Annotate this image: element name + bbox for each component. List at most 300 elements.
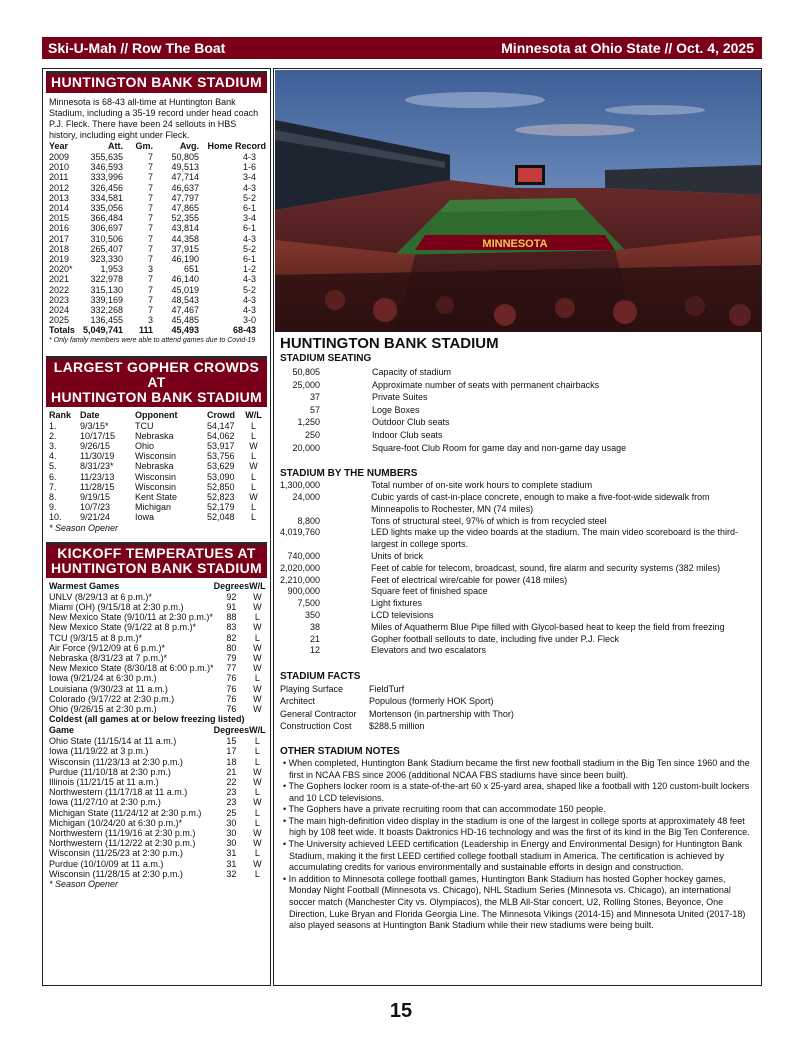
table-cell: W — [253, 776, 262, 787]
table-cell: W — [253, 663, 262, 674]
table-cell: 335,056 — [90, 203, 123, 214]
table-cell: Ohio — [135, 441, 155, 452]
table-cell: W — [253, 622, 262, 633]
table-cell: 52,823 — [207, 492, 235, 503]
table-cell: 3-4 — [242, 213, 256, 224]
value-description: Approximate number of seats with permanent chairbacks — [372, 379, 600, 390]
table-cell: Purdue (10/10/09 at 11 a.m.) — [49, 858, 164, 869]
value-number: 900,000 — [287, 586, 320, 597]
table-row — [49, 254, 266, 264]
table-row — [49, 451, 265, 461]
table-cell: 47,467 — [171, 305, 199, 316]
table-row — [49, 502, 265, 512]
value-description: Units of brick — [371, 550, 424, 561]
table-cell: 52,355 — [171, 213, 199, 224]
col-header: Warmest Games — [49, 580, 120, 591]
table-cell: 7 — [147, 305, 153, 316]
col-header: Crowd — [207, 409, 235, 420]
value-description: Loge Boxes — [372, 404, 420, 415]
table-cell: 4-3 — [242, 305, 256, 316]
number-item — [280, 527, 756, 551]
table-cell: 22 — [226, 776, 237, 787]
table-cell: 2023 — [49, 294, 70, 305]
table-cell: 2016 — [49, 223, 70, 234]
table-cell: Michigan — [135, 502, 172, 513]
value-number: 25,000 — [292, 379, 320, 390]
table-cell: 47,865 — [171, 203, 199, 214]
table-cell: 5,049,741 — [82, 325, 123, 336]
table-cell: W — [249, 492, 258, 503]
table-cell: 2019 — [49, 254, 70, 265]
number-item — [280, 622, 756, 634]
value-description: LED lights make up the video boards at the stadium. The main video scoreboard is the third-largest in college sports. — [371, 527, 739, 550]
col-header: W/L — [245, 409, 262, 420]
bullet-icon: • — [283, 839, 289, 850]
fact-value: Populous (formerly HOK Sport) — [369, 696, 494, 707]
table-cell: 88 — [226, 612, 237, 623]
table-row — [49, 203, 266, 213]
table-cell: L — [250, 512, 256, 523]
value-number: 38 — [309, 621, 320, 632]
col-header: Degrees — [213, 725, 250, 736]
table-cell: L — [254, 848, 260, 859]
table-cell: 6-1 — [242, 203, 256, 214]
value-description: Gopher football sellouts to date, including five under P.J. Fleck — [371, 633, 619, 644]
table-cell: 5. — [49, 461, 57, 472]
table-row — [49, 694, 266, 704]
table-row — [49, 653, 266, 663]
table-cell: W — [253, 766, 262, 777]
attendance-footnote: * Only family members were able to attend games due to Covid-19 — [49, 336, 256, 344]
table-row — [49, 244, 266, 254]
value-number: 12 — [309, 645, 320, 656]
value-description: Square-foot Club Room for game day and non-game day usage — [372, 442, 627, 453]
table-cell: Wisconsin (11/25/23 at 2:30 p.m.) — [49, 848, 183, 859]
table-cell: 334,581 — [90, 192, 123, 203]
note-item — [280, 758, 756, 781]
table-cell: 47,797 — [171, 192, 199, 203]
crowds-table — [49, 410, 265, 523]
number-item — [280, 586, 756, 598]
number-item — [280, 575, 756, 587]
table-row — [49, 482, 265, 492]
table-cell: 3 — [147, 315, 153, 326]
table-cell: 2014 — [49, 203, 70, 214]
table-cell: 7 — [147, 152, 153, 162]
number-item — [280, 551, 756, 563]
note-text: When completed, Huntington Bank Stadium became the first new football stadium in the Big Ten since 1960 and the first in NCAA FBS since 2006 (additional NCAA FBS stadiums have since been built). — [288, 757, 750, 780]
table-cell: 50,805 — [171, 152, 199, 162]
table-cell: 4. — [49, 451, 57, 462]
table-cell: 111 — [138, 325, 153, 336]
number-item — [280, 634, 756, 646]
table-cell: 77 — [226, 663, 237, 674]
table-cell: 30 — [226, 827, 237, 838]
table-cell: 17 — [226, 746, 237, 757]
number-item — [280, 598, 756, 610]
table-cell: 7 — [147, 243, 153, 254]
table-cell: L — [254, 736, 260, 747]
number-item — [280, 516, 756, 528]
table-cell: W — [253, 652, 262, 663]
fact-label: Playing Surface — [280, 684, 344, 695]
value-description: Private Suites — [372, 392, 428, 403]
table-row — [49, 285, 266, 295]
table-cell: 9. — [49, 502, 57, 513]
table-row — [49, 472, 265, 482]
table-cell: L — [254, 787, 260, 798]
table-cell: 4-3 — [242, 152, 256, 162]
table-cell: Kent State — [135, 492, 178, 503]
seating-item — [280, 391, 756, 404]
table-row — [49, 663, 266, 673]
table-cell: New Mexico State (9/10/11 at 2:30 p.m.)* — [49, 612, 213, 623]
table-cell: Wisconsin (11/28/15 at 2:30 p.m.) — [49, 868, 183, 879]
table-cell: Totals — [49, 325, 75, 336]
table-row — [49, 787, 266, 797]
table-row — [49, 612, 266, 622]
table-cell: 53,917 — [207, 441, 235, 452]
col-header: W/L — [249, 725, 266, 736]
col-header: Date — [80, 409, 100, 420]
table-cell: W — [253, 838, 262, 849]
note-item — [280, 816, 756, 839]
bullet-icon: • — [283, 781, 289, 792]
table-cell: 9/19/15 — [80, 492, 111, 503]
table-row — [49, 757, 266, 767]
table-row — [49, 869, 266, 879]
table-cell: 23 — [226, 797, 237, 808]
crowds-header — [46, 356, 267, 407]
table-cell: 49,513 — [171, 162, 199, 173]
value-number: 7,500 — [297, 598, 320, 609]
table-cell: 306,697 — [90, 223, 123, 234]
table-cell: 8/31/23* — [80, 461, 114, 472]
table-row — [49, 234, 266, 244]
col-header: Game — [49, 725, 75, 736]
seating-item — [280, 379, 756, 392]
table-cell: L — [250, 471, 256, 482]
value-number: 8,800 — [297, 515, 320, 526]
table-cell: 9/21/24 — [80, 512, 111, 523]
table-row — [49, 172, 266, 182]
table-cell: 6-1 — [242, 223, 256, 234]
table-row — [49, 295, 266, 305]
right-column — [273, 68, 762, 986]
coldest-label-row — [49, 714, 266, 725]
stadium-photo — [275, 70, 761, 332]
table-cell: Iowa (11/27/10 at 2:30 p.m.) — [49, 797, 161, 808]
table-cell: 2018 — [49, 243, 70, 254]
table-cell: 10/17/15 — [80, 430, 116, 441]
field-endzone-text: MINNESOTA — [482, 238, 548, 250]
value-description: Elevators and two escalators — [371, 645, 487, 656]
table-cell: 30 — [226, 838, 237, 849]
value-number: 350 — [304, 609, 320, 620]
table-row — [49, 673, 266, 683]
table-cell: L — [254, 807, 260, 818]
table-cell: 54,147 — [207, 420, 235, 431]
fact-value: FieldTurf — [369, 684, 405, 695]
table-cell: 5-2 — [242, 243, 256, 254]
table-cell: L — [254, 612, 260, 623]
col-header: Year — [49, 141, 69, 151]
table-row — [49, 633, 266, 643]
table-cell: 1,953 — [100, 264, 123, 275]
value-number: 740,000 — [287, 550, 320, 561]
table-cell: 323,330 — [90, 254, 123, 265]
bullet-icon: • — [283, 873, 289, 884]
table-row — [49, 828, 266, 838]
table-cell: 32 — [226, 868, 237, 879]
crowds-section — [43, 356, 270, 533]
temps-header-line1: KICKOFF TEMPERATUES AT — [57, 544, 256, 561]
number-item — [280, 645, 756, 657]
table-row — [49, 704, 266, 714]
table-cell: 339,169 — [90, 294, 123, 305]
table-cell: 7 — [147, 203, 153, 214]
value-description: Indoor Club seats — [372, 429, 443, 440]
table-header-row — [49, 141, 266, 152]
totals-row — [49, 325, 266, 335]
table-cell: Iowa — [135, 512, 155, 523]
table-cell: W — [253, 601, 262, 612]
table-cell: 4-3 — [242, 233, 256, 244]
table-cell: 53,629 — [207, 461, 235, 472]
table-cell: 4-3 — [242, 294, 256, 305]
fact-label: General Contractor — [280, 708, 357, 719]
table-cell: Northwestern (11/17/18 at 11 a.m.) — [49, 787, 188, 798]
table-cell: Nebraska — [135, 430, 174, 441]
fact-value: $288.5 million — [369, 720, 425, 731]
fact-item — [280, 683, 756, 695]
table-cell: W — [253, 693, 262, 704]
note-item — [280, 804, 756, 816]
table-cell: 91 — [226, 601, 237, 612]
table-cell: 79 — [226, 652, 237, 663]
table-cell: L — [250, 502, 256, 513]
table-cell: 10. — [49, 512, 62, 523]
table-cell: W — [253, 827, 262, 838]
facts-list — [280, 683, 756, 732]
table-cell: 3-0 — [242, 315, 256, 326]
table-cell: Michigan State (11/24/12 at 2:30 p.m.) — [49, 807, 202, 818]
table-cell: 7 — [147, 162, 153, 173]
table-cell: 8. — [49, 492, 57, 503]
value-description: Cubic yards of cast-in-place concrete, enough to make a five-foot-wide sidewalk from Minneapolis to Rochester, MN (74 miles) — [371, 491, 710, 514]
seating-item — [280, 429, 756, 442]
table-cell: New Mexico State (9/1/22 at 8 p.m.)* — [49, 622, 197, 633]
table-cell: W — [253, 703, 262, 714]
table-cell: 2022 — [49, 284, 70, 295]
table-cell: 7 — [147, 182, 153, 193]
table-cell: 2013 — [49, 192, 70, 203]
table-row — [49, 622, 266, 632]
number-item — [280, 480, 756, 492]
table-row — [49, 838, 266, 848]
table-cell: 651 — [183, 264, 199, 275]
value-description: Feet of electrical wire/cable for power (418 miles) — [371, 574, 568, 585]
fact-label: Construction Cost — [280, 720, 352, 731]
table-cell: 44,358 — [171, 233, 199, 244]
value-description: Square feet of finished space — [371, 586, 488, 597]
table-cell: 2021 — [49, 274, 70, 285]
table-cell: L — [254, 673, 260, 684]
table-cell: Iowa (9/21/24 at 6:30 p.m.) — [49, 673, 157, 684]
bullet-icon: • — [283, 804, 289, 815]
table-cell: 52,179 — [207, 502, 235, 513]
coldest-label: Coldest (all games at or below freezing listed) — [49, 714, 245, 725]
note-item — [280, 874, 756, 932]
facts-subtitle: STADIUM FACTS — [280, 671, 361, 683]
table-row — [49, 441, 265, 451]
table-cell: 43,814 — [171, 223, 199, 234]
attendance-header: HUNTINGTON BANK STADIUM — [46, 71, 267, 93]
table-row — [49, 223, 266, 233]
table-cell: 9/26/15 — [80, 441, 111, 452]
value-description: Outdoor Club seats — [372, 417, 450, 428]
table-cell: 30 — [226, 817, 237, 828]
table-row — [49, 512, 265, 522]
table-row — [49, 808, 266, 818]
table-cell: 46,140 — [171, 274, 199, 285]
value-number: 250 — [304, 429, 320, 440]
note-text: The Gophers locker room is a state-of-the-art 60 x 25-yard area, shaped like a football with 120 custom-built lockers and 10 LCD televisions. — [288, 781, 750, 803]
table-cell: L — [254, 746, 260, 757]
table-cell: 4-3 — [242, 274, 256, 285]
value-number: 1,300,000 — [280, 480, 321, 491]
col-header: Degrees — [213, 580, 250, 591]
table-header-row — [49, 725, 266, 736]
value-number: 20,000 — [292, 442, 320, 453]
value-number: 50,805 — [292, 367, 320, 377]
table-cell: 310,506 — [90, 233, 123, 244]
table-cell: Wisconsin — [135, 481, 177, 492]
table-row — [49, 264, 266, 274]
table-cell: L — [254, 868, 260, 879]
table-cell: 4-3 — [242, 182, 256, 193]
table-cell: 136,455 — [90, 315, 123, 326]
col-header: Home Record — [207, 141, 266, 151]
table-cell: 54,062 — [207, 430, 235, 441]
table-cell: UNLV (8/29/13 at 6 p.m.)* — [49, 591, 152, 602]
number-item — [280, 492, 756, 516]
table-cell: L — [254, 632, 260, 643]
table-cell: 322,978 — [90, 274, 123, 285]
table-cell: 7 — [147, 223, 153, 234]
temps-footnote: * Season Opener — [49, 878, 119, 889]
table-cell: 2020* — [49, 264, 73, 275]
table-cell: 7 — [147, 233, 153, 244]
banner-right-text: Minnesota at Ohio State // Oct. 4, 2025 — [501, 40, 754, 56]
value-number: 2,210,000 — [280, 574, 321, 585]
table-cell: 46,637 — [171, 182, 199, 193]
table-cell: 45,019 — [171, 284, 199, 295]
table-cell: 37,915 — [171, 243, 199, 254]
seating-item — [280, 366, 756, 379]
table-cell: 2024 — [49, 305, 70, 316]
table-cell: L — [254, 817, 260, 828]
table-cell: 2025 — [49, 315, 70, 326]
table-cell: 11/28/15 — [80, 481, 115, 492]
table-row — [49, 848, 266, 858]
col-header: Gm. — [135, 141, 153, 151]
value-description: Light fixtures — [371, 598, 423, 609]
table-header-row — [49, 410, 265, 421]
table-row — [49, 492, 265, 502]
table-cell: 31 — [226, 858, 237, 869]
table-row — [49, 274, 266, 284]
table-cell: L — [250, 420, 256, 431]
table-cell: 46,190 — [171, 254, 199, 265]
table-row — [49, 777, 266, 787]
left-column — [42, 68, 271, 986]
temps-header-line2: HUNTINGTON BANK STADIUM — [51, 559, 262, 576]
table-row — [49, 818, 266, 828]
seating-subtitle: STADIUM SEATING — [280, 353, 372, 364]
table-cell: Air Force (9/12/09 at 6 p.m.)* — [49, 642, 166, 653]
page-number: 15 — [389, 1000, 413, 1022]
table-cell: Iowa (11/19/22 at 3 p.m.) — [49, 746, 149, 757]
notes-subtitle: OTHER STADIUM NOTES — [280, 745, 400, 757]
table-cell: 11/30/19 — [80, 451, 115, 462]
table-cell: Purdue (11/10/18 at 2:30 p.m.) — [49, 766, 171, 777]
col-header: Att. — [108, 141, 123, 151]
table-cell: W — [253, 797, 262, 808]
numbers-subtitle: STADIUM BY THE NUMBERS — [280, 468, 418, 480]
table-cell: 7. — [49, 481, 57, 492]
table-cell: W — [253, 683, 262, 694]
seating-item — [280, 404, 756, 417]
stadium-photo-graphic — [275, 70, 761, 332]
table-cell: 11/23/13 — [80, 471, 115, 482]
table-cell: 47,714 — [171, 172, 199, 183]
numbers-list — [280, 480, 756, 657]
table-cell: 5-2 — [242, 284, 256, 295]
table-cell: 10/7/23 — [80, 502, 111, 513]
fact-item — [280, 720, 756, 732]
bullet-icon: • — [283, 757, 289, 768]
table-cell: 1. — [49, 420, 57, 431]
table-cell: Miami (OH) (9/15/18 at 2:30 p.m.) — [49, 601, 184, 612]
table-cell: W — [253, 591, 262, 602]
table-cell: 76 — [226, 703, 237, 714]
crowds-header-line2: HUNTINGTON BANK STADIUM — [51, 388, 262, 405]
table-cell: 53,756 — [207, 451, 235, 462]
table-row — [49, 213, 266, 223]
table-row — [49, 183, 266, 193]
table-row — [49, 602, 266, 612]
table-cell: 2010 — [49, 162, 70, 173]
table-cell: W — [253, 858, 262, 869]
table-cell: TCU — [135, 420, 154, 431]
value-number: 24,000 — [292, 491, 320, 502]
table-cell: 1-2 — [242, 264, 256, 275]
table-cell: 80 — [226, 642, 237, 653]
table-row — [49, 736, 266, 746]
table-row — [49, 152, 266, 162]
value-number: 37 — [309, 392, 320, 403]
table-cell: 2011 — [49, 172, 69, 183]
table-row — [49, 305, 266, 315]
table-cell: 7 — [147, 294, 153, 305]
table-cell: 45,485 — [171, 315, 199, 326]
table-cell: Illinois (11/21/15 at 11 a.m.) — [49, 776, 159, 787]
table-cell: 15 — [226, 736, 237, 747]
table-cell: 76 — [226, 673, 237, 684]
table-cell: Wisconsin (11/23/13 at 2:30 p.m.) — [49, 756, 183, 767]
table-cell: Northwestern (11/19/16 at 2:30 p.m.) — [49, 827, 196, 838]
